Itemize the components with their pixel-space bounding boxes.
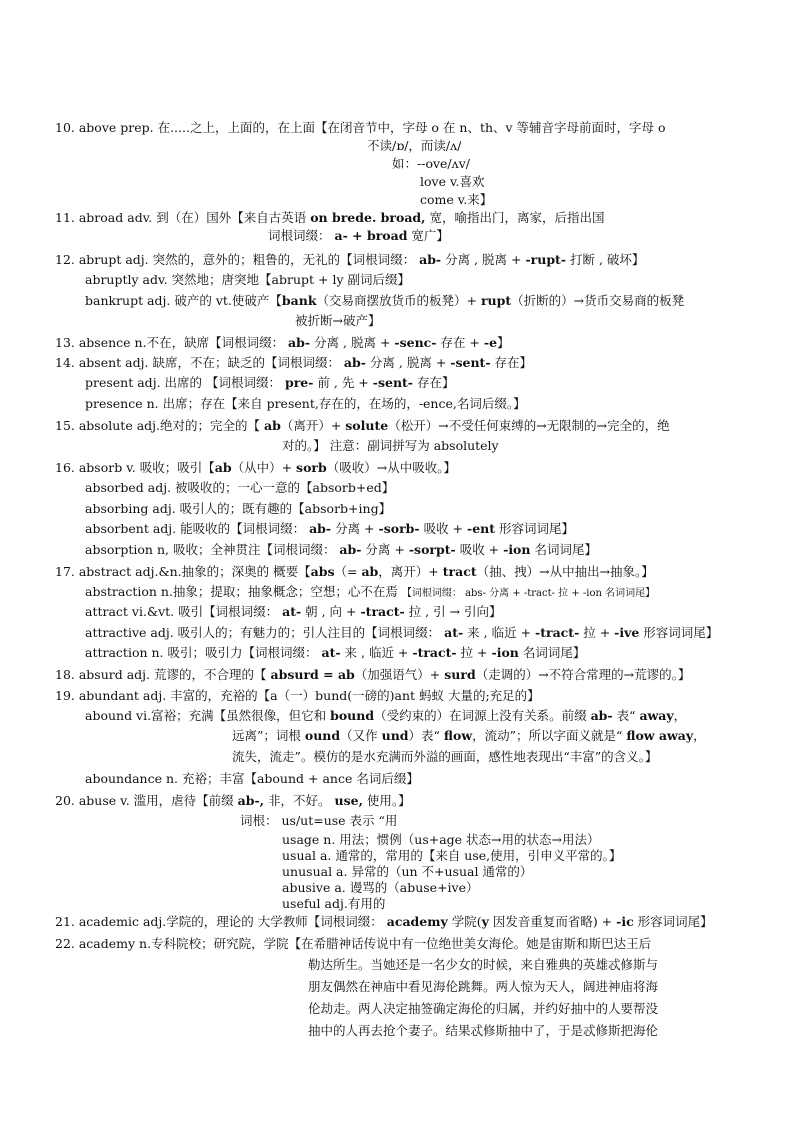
line-text: （走调的）→不符合常理的→荒谬的。】 <box>475 667 691 682</box>
document-line <box>85 521 574 537</box>
line-text: （受约束的）在词源上没有关系。前缀 <box>374 708 591 723</box>
document-line <box>55 355 532 371</box>
line-text: 勒达所生。当她还是一名少女的时候，来自雅典的英雄忒修斯与 <box>308 957 659 972</box>
line-text: 吸收 + <box>455 542 504 557</box>
document-line <box>420 174 485 190</box>
document-line <box>420 192 492 208</box>
line-text: 分离 , 脱离 + <box>365 355 451 370</box>
bold-term: absurd = ab <box>270 667 355 682</box>
document-line <box>282 832 600 848</box>
bold-term: at- <box>321 645 341 660</box>
line-text: 流失，流走”。模仿的是水充满而外溢的画面，感性地表现出“丰富”的含义。】 <box>232 749 658 764</box>
line-text: absorption n, 吸收；全神贯注【词根词缀： <box>85 542 340 557</box>
line-text: 宽，喻指出门，离家，后指出国 <box>425 210 605 225</box>
document-line <box>55 335 510 351</box>
bold-term: ab- <box>339 542 362 557</box>
line-text: 学院( <box>447 914 482 929</box>
bold-term: academy <box>386 914 448 929</box>
line-text: 分离 + <box>331 521 379 536</box>
line-text: 宽广】 <box>407 228 449 243</box>
line-text: 来 , 临近 + <box>340 645 413 660</box>
bold-term: ound <box>304 728 341 743</box>
line-text: attraction n. 吸引；吸引力【词根词缀： <box>85 645 322 660</box>
line-text: 来 , 临近 + <box>463 625 536 640</box>
document-line <box>282 880 479 896</box>
line-text: 拉 , 引 → 引向】 <box>404 604 502 619</box>
line-text: 10. above prep. 在.....之上，上面的，在上面【在闭音节中，字母 o 在 n、th、v 等辅音字母前面时，字母 o <box>55 120 666 135</box>
bold-term: at- <box>444 625 464 640</box>
line-text: abstraction n.抽象；提取；抽象概念；空想；心不在焉 <box>85 584 402 599</box>
document-line <box>295 313 380 329</box>
document-line <box>268 228 449 244</box>
document-line <box>85 396 526 412</box>
document-line <box>282 438 499 454</box>
line-text: 使用。】 <box>362 793 411 808</box>
line-text: 如：--ove/ʌv/ <box>392 156 470 171</box>
line-text: absorbent adj. 能吸收的【词根词缀： <box>85 521 310 536</box>
line-text: attractive adj. 吸引人的；有魅力的；引人注目的【词根词缀： <box>85 625 445 640</box>
document-line <box>232 728 706 744</box>
bold-term: ab- <box>419 252 442 267</box>
document-line <box>282 848 621 864</box>
line-text: 18. absurd adj. 荒谬的，不合理的【 <box>55 667 271 682</box>
bold-term: flow away <box>626 728 694 743</box>
line-text: 远离”；词根 <box>232 728 305 743</box>
document-line <box>55 460 456 476</box>
bold-term: a- + broad <box>334 228 408 243</box>
line-text: ， <box>673 708 687 723</box>
line-text: useful adj.有用的 <box>282 896 386 911</box>
line-text: usage n. 用法；惯例（us+age 状态→用的状态→用法） <box>282 832 600 847</box>
line-text: abound vi.富裕；充满【虽然很像，但它和 <box>85 708 331 723</box>
line-text: （= <box>334 564 362 579</box>
line-text: 存在】 <box>413 375 455 390</box>
document-line <box>55 418 670 434</box>
bold-term: surd <box>444 667 476 682</box>
line-text: 不读/ɒ/，而读/ʌ/ <box>367 138 462 153</box>
line-text: 11. abroad adv. 到（在）国外【来自古英语 <box>55 210 311 225</box>
document-line <box>55 252 644 268</box>
bold-term: -ion <box>503 542 531 557</box>
bold-term: -ic <box>616 914 634 929</box>
line-text: absorbed adj. 被吸收的；一心一意的【absorb+ed】 <box>85 480 395 495</box>
bold-term: flow <box>443 728 473 743</box>
line-text: 13. absence n.不在，缺席【词根词缀： <box>55 335 289 350</box>
document-line <box>55 120 666 136</box>
bold-term: sorb <box>296 460 327 475</box>
line-text: 14. absent adj. 缺席，不在；缺乏的【词根词缀： <box>55 355 344 370</box>
line-text: 名词词尾】 <box>518 645 586 660</box>
document-line <box>85 542 597 558</box>
line-text: 22. academy n.专科院校；研究院，学院【在希腊神话传说中有一位绝世美女海伦。她是宙斯和斯巴达王后 <box>55 936 652 951</box>
document-line <box>392 156 470 172</box>
document-line <box>85 480 394 496</box>
line-text: 非，不好。 <box>264 793 335 808</box>
line-text: 形容词词尾】 <box>495 521 574 536</box>
bold-term: -tract- <box>412 645 457 660</box>
bold-term: -senc- <box>394 335 437 350</box>
bold-term: ab <box>361 564 379 579</box>
line-text: 前 , 先 + <box>313 375 373 390</box>
document-line <box>85 625 718 641</box>
line-text: abusive a. 谩骂的（abuse+ive） <box>282 880 479 895</box>
line-text: （又作 <box>340 728 382 743</box>
line-text: attract vi.&vt. 吸引【词根词缀： <box>85 604 283 619</box>
line-text: ）表“ <box>408 728 444 743</box>
line-text: 15. absolute adj.绝对的；完全的【 <box>55 418 264 433</box>
line-text: 16. absorb v. 吸收；吸引【 <box>55 460 215 475</box>
line-text: 存在】 <box>490 355 532 370</box>
line-text: （加强语气）+ <box>354 667 445 682</box>
bold-term: -tract- <box>535 625 580 640</box>
line-text: 对的。】 注意：副词拼写为 absolutely <box>282 438 499 453</box>
line-text: 抽中的人再去抢个妻子。结果忒修斯抽中了，于是忒修斯把海伦 <box>308 1023 659 1038</box>
line-text: 拉 + <box>456 645 492 660</box>
line-text: 词根： us/ut=use 表示 “用 <box>240 813 398 828</box>
line-text: ， <box>693 728 706 743</box>
bold-term: solute <box>345 418 389 433</box>
document-line <box>85 604 502 620</box>
line-text: 名词词尾】 <box>530 542 597 557</box>
line-text: （从中）+ <box>231 460 297 475</box>
bold-term: ab-, <box>237 793 265 808</box>
document-line <box>85 708 686 724</box>
line-text: 19. abundant adj. 丰富的，充裕的【a（一）bund(一磅的)ant 蚂蚁 大量的;充足的】 <box>55 688 540 703</box>
line-text: 朝 , 向 + <box>301 604 361 619</box>
bold-term: -sent- <box>450 355 491 370</box>
line-text: 打断 , 破坏】 <box>566 252 645 267</box>
bold-term: -sorpt- <box>408 542 456 557</box>
document-line <box>55 564 654 580</box>
bold-term: rupt <box>480 293 512 308</box>
line-text: love v.喜欢 <box>420 174 485 189</box>
document-line <box>85 293 684 309</box>
document-line <box>367 138 461 154</box>
document-line <box>55 210 605 226</box>
bold-term: -rupt- <box>525 252 567 267</box>
line-text: 拉 + <box>579 625 615 640</box>
line-text: 【词根词缀： abs- 分离 + -tract- 拉 + -ion 名词词尾】 <box>401 588 656 599</box>
line-text: abruptly adv. 突然地；唐突地【abrupt + ly 副词后缀】 <box>85 272 410 287</box>
document-line <box>55 936 651 952</box>
bold-term: abs <box>310 564 335 579</box>
document-line <box>55 914 713 930</box>
document-line <box>85 272 410 288</box>
document-line <box>85 771 419 787</box>
line-text: （折断的）→货币交易商的板凳 <box>511 293 685 308</box>
document-line <box>85 501 391 517</box>
line-text: present adj. 出席的 【词根词缀： <box>85 375 285 390</box>
bold-term: und <box>381 728 409 743</box>
line-text: （松开）→不受任何束缚的→无限制的→完全的，绝 <box>388 418 670 433</box>
bold-term: -ent <box>467 521 496 536</box>
document-line <box>55 688 540 704</box>
document-line <box>282 896 385 912</box>
line-text: unusual a. 异常的（un 不+usual 通常的） <box>282 864 533 879</box>
document-line <box>232 749 657 765</box>
document-line <box>308 957 658 973</box>
line-text: 21. academic adj.学院的，理论的 大学教师【词根词缀： <box>55 914 387 929</box>
line-text: usual a. 通常的，常用的【来自 use,使用，引申义平常的。】 <box>282 848 622 863</box>
bold-term: ab- <box>343 355 366 370</box>
line-text: 朋友偶然在神庙中看见海伦跳舞。两人惊为天人，阔进神庙将海 <box>308 979 659 994</box>
line-text: （交易商摆放货币的板凳）+ <box>316 293 481 308</box>
bold-term: use, <box>334 793 363 808</box>
bold-term: ab <box>214 460 232 475</box>
line-text: 分离 , 脱离 + <box>441 252 526 267</box>
bold-term: -ive <box>614 625 640 640</box>
line-text: aboundance n. 充裕；丰富【abound + ance 名词后缀】 <box>85 771 419 786</box>
bold-term: at- <box>282 604 302 619</box>
bold-term: ab- <box>590 708 613 723</box>
bold-term: -sorb- <box>378 521 420 536</box>
bold-term: ab <box>263 418 281 433</box>
line-text: 词根词缀： <box>268 228 335 243</box>
line-text: 】 <box>497 335 510 350</box>
document-line <box>308 1023 658 1039</box>
bold-term: ab- <box>288 335 311 350</box>
line-text: （离开）+ <box>280 418 346 433</box>
bold-term: pre- <box>284 375 314 390</box>
line-text: 分离 , 脱离 + <box>310 335 395 350</box>
line-text: （吸收）→从中吸收。】 <box>326 460 456 475</box>
line-text: 17. abstract adj.&n.抽象的；深奥的 概要【 <box>55 564 311 579</box>
bold-term: away <box>639 708 674 723</box>
document-line <box>282 864 532 880</box>
line-text: absorbing adj. 吸引人的；既有趣的【absorb+ing】 <box>85 501 392 516</box>
line-text: come v.来】 <box>420 192 493 207</box>
bold-term: bound <box>330 708 375 723</box>
document-line <box>55 793 411 809</box>
bold-term: -e <box>483 335 498 350</box>
bold-term: ab- <box>309 521 332 536</box>
line-text: 分离 + <box>361 542 409 557</box>
bold-term: tract <box>442 564 477 579</box>
line-text: （抽、拽）→从中抽出→抽象。】 <box>476 564 654 579</box>
bold-term: -ion <box>491 645 519 660</box>
line-text: 12. abrupt adj. 突然的，意外的；粗鲁的，无礼的【词根词缀： <box>55 252 420 267</box>
document-line <box>85 645 585 661</box>
document-line <box>85 375 454 391</box>
document-line <box>308 1001 658 1017</box>
line-text: 表“ <box>612 708 640 723</box>
line-text: bankrupt adj. 破产的 vt.使破产【 <box>85 293 282 308</box>
document-line <box>55 667 690 683</box>
bold-term: on brede. broad, <box>310 210 426 225</box>
line-text: 伦劫走。两人决定抽签确定海伦的归属，并约好抽中的人要帮没 <box>308 1001 659 1016</box>
bold-term: bank <box>281 293 317 308</box>
document-line <box>85 584 655 602</box>
line-text: 存在 + <box>436 335 484 350</box>
bold-term: -sent- <box>372 375 413 390</box>
bold-term: y <box>481 914 489 929</box>
line-text: ，离开）+ <box>378 564 443 579</box>
bold-term: -tract- <box>360 604 405 619</box>
line-text: 形容词词尾】 <box>633 914 713 929</box>
line-text: 形容词词尾】 <box>639 625 719 640</box>
document-line <box>308 979 658 995</box>
line-text: presence n. 出席；存在【来自 present,存在的，在场的，-ence,名词后缀。】 <box>85 396 526 411</box>
line-text: ，流动”；所以字面义就是“ <box>472 728 627 743</box>
document-line <box>240 813 397 829</box>
line-text: 被折断→破产】 <box>295 313 381 328</box>
line-text: 20. abuse v. 滥用，虐待【前缀 <box>55 793 238 808</box>
line-text: 因发音重复而省略) + <box>488 914 617 929</box>
line-text: 吸收 + <box>419 521 467 536</box>
